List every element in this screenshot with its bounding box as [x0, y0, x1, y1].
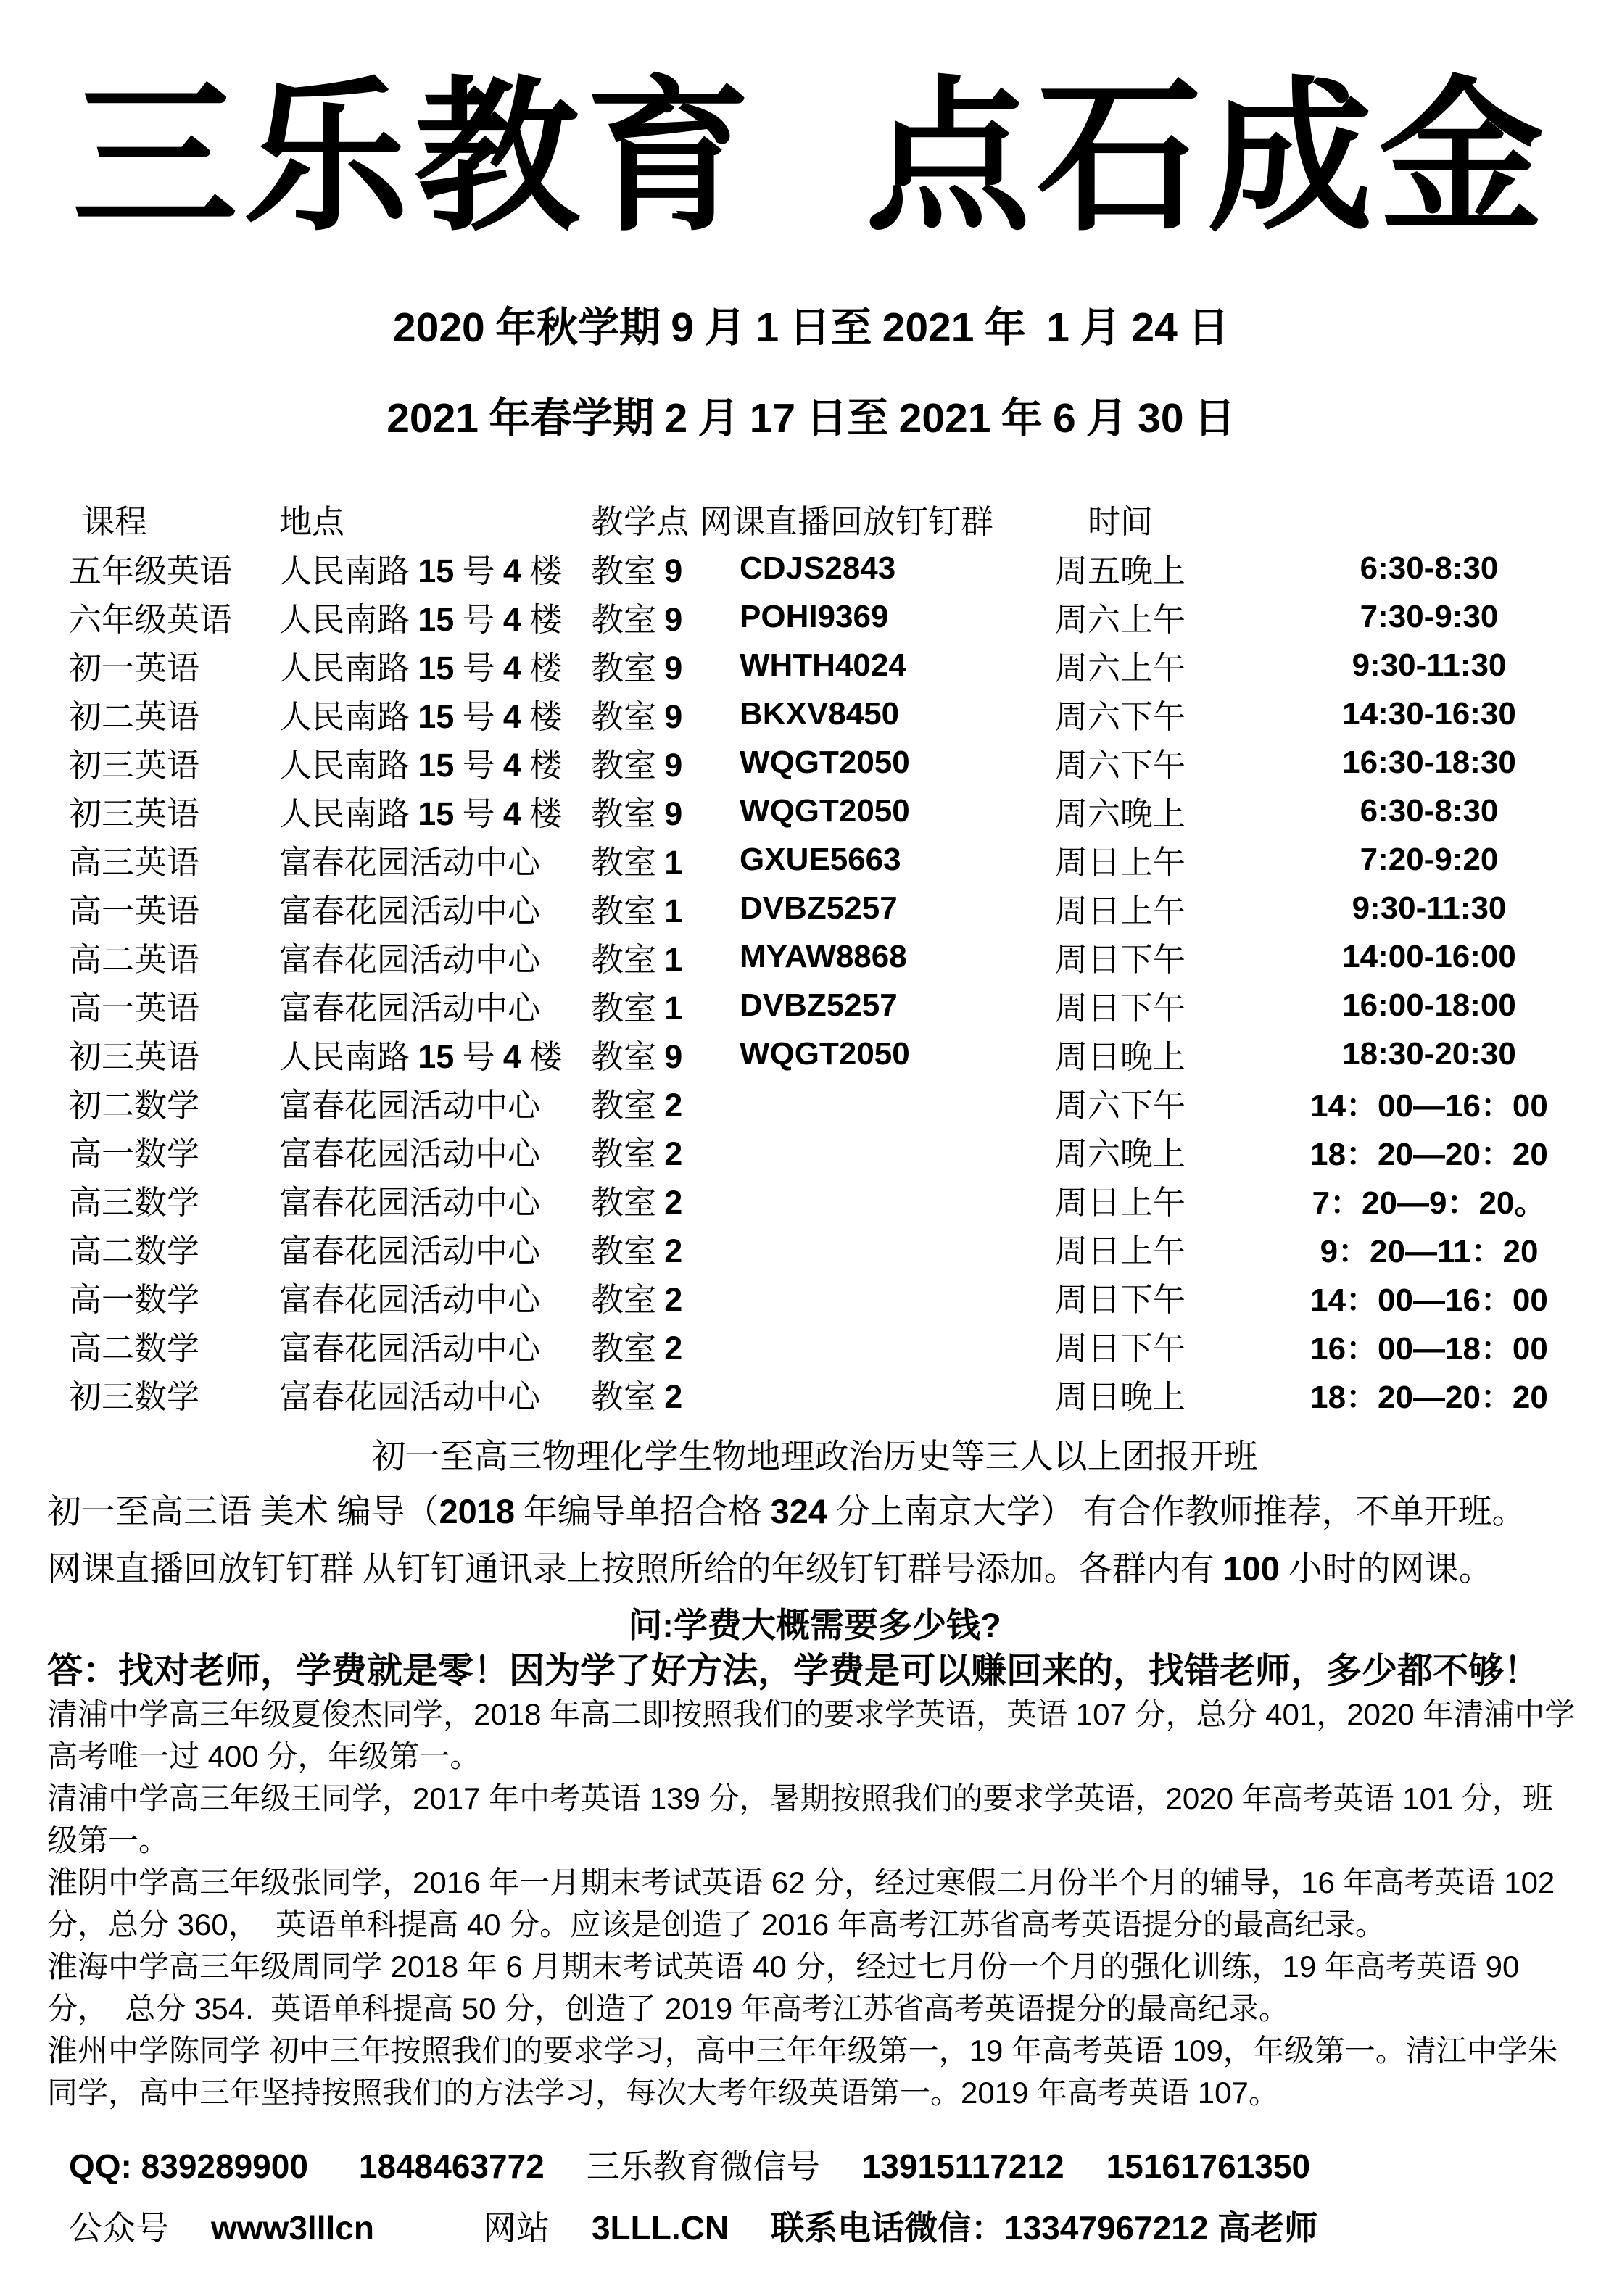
cell-location: 富春花园活动中心	[279, 1379, 541, 1415]
cell-day: 周日上午	[1055, 845, 1186, 881]
testimonial-paragraph: 清浦中学高三年级王同学，2017 年中考英语 139 分，暑期按照我们的要求学英语，2020 年高考英语 101 分，班级第一。	[47, 1781, 1554, 1857]
contact-segment: QQ: 839289900	[69, 2147, 308, 2185]
cell-classroom: 教室 2	[591, 1281, 683, 1318]
contact-segment: www3lllcn	[211, 2209, 374, 2247]
dingtalk-howto-note: 网课直播回放钉钉群 从钉钉通讯录上按照所给的年级钉钉群号添加。各群内有 100 小时的网课。	[47, 1549, 1493, 1588]
cell-course: 高二数学	[69, 1330, 200, 1367]
cell-classroom: 教室 2	[591, 1378, 683, 1415]
cell-classroom: 教室 9	[591, 747, 683, 784]
cell-time: 16:30-18:30	[1342, 744, 1516, 780]
cell-course: 高一数学	[69, 1282, 200, 1318]
qa-answer: 答：找对老师，学费就是零！因为学了好方法，学费是可以赚回来的，找错老师，多少都不够！	[47, 1651, 1540, 1691]
cell-location: 富春花园活动中心	[279, 1330, 541, 1367]
schedule-row	[69, 932, 1586, 981]
cell-location: 富春花园活动中心	[279, 942, 541, 978]
cell-course: 高一英语	[69, 893, 200, 929]
cell-day: 周日晚上	[1055, 1039, 1186, 1075]
cell-location: 人民南路 15 号 4 楼	[279, 552, 563, 589]
cell-course: 五年级英语	[69, 553, 233, 589]
cell-time: 18：20—20：20	[1310, 1379, 1548, 1415]
qa-question: 问:学费大概需要多少钱?	[628, 1606, 1001, 1644]
art-media-note: 初一至高三语 美术 编导（2018 年编导单招合格 324 分上南京大学） 有合作教师推荐，不单开班。	[47, 1492, 1526, 1531]
contact-segment: 网站	[482, 2210, 550, 2247]
cell-location: 富春花园活动中心	[279, 845, 541, 881]
page-title	[0, 51, 1622, 268]
fall-semester-dates: 2020 年秋学期 9 月 1 日至 2021 年 1 月 24 日	[392, 304, 1230, 351]
cell-time: 14:00-16:00	[1342, 938, 1516, 974]
cell-course: 初三英语	[69, 796, 200, 832]
cell-time: 16：00—18：00	[1310, 1330, 1548, 1367]
contact-line-web-phone	[69, 2197, 1582, 2259]
cell-course: 高一英语	[69, 990, 200, 1027]
cell-location: 人民南路 15 号 4 楼	[279, 650, 563, 687]
schedule-row	[69, 689, 1586, 738]
schedule-table	[69, 493, 1586, 1418]
contact-segment: 13915117212	[861, 2147, 1064, 2185]
semester-dates	[0, 283, 1622, 464]
cell-dingtalk-code: GXUE5663	[740, 841, 901, 877]
schedule-row	[69, 738, 1586, 787]
testimonial-paragraph: 清浦中学高三年级夏俊杰同学，2018 年高二即按照我们的要求学英语，英语 107 分，总分 401，2020 年清浦中学高考唯一过 400 分，年级第一。	[47, 1697, 1576, 1773]
cell-classroom: 教室 9	[591, 795, 683, 832]
cell-day: 周日晚上	[1055, 1379, 1186, 1415]
cell-course: 初二数学	[69, 1087, 200, 1124]
cell-classroom: 教室 9	[591, 552, 683, 589]
cell-classroom: 教室 9	[591, 1038, 683, 1075]
testimonial-paragraph: 淮州中学陈同学 初中三年按照我们的要求学习，高中三年年级第一，19 年高考英语 109，年级第一。清江中学朱同学，高中三年坚持按照我们的方法学习，每次大考年级英语第一。2019 年高考英语 107。	[47, 2034, 1558, 2110]
cell-dingtalk-code: WQGT2050	[740, 792, 910, 829]
cell-day: 周六上午	[1055, 602, 1186, 638]
schedule-row	[69, 1272, 1586, 1321]
cell-time: 7:30-9:30	[1360, 598, 1499, 634]
contact-segment: 1848463772	[358, 2147, 545, 2185]
cell-course: 高二数学	[69, 1233, 200, 1269]
testimonial-paragraph: 淮阴中学高三年级张同学，2016 年一月期末考试英语 62 分，经过寒假二月份半个月的辅导，16 年高考英语 102 分，总分 360， 英语单科提高 40 分。应该是创造了 2016 年高考江苏省高考英语提分的最高纪录。	[47, 1865, 1563, 1941]
schedule-row	[69, 1224, 1586, 1272]
cell-course: 初三数学	[69, 1379, 200, 1415]
cell-location: 人民南路 15 号 4 楼	[279, 698, 563, 735]
schedule-row	[69, 641, 1586, 689]
cell-day: 周六下午	[1055, 747, 1186, 784]
cell-location: 富春花园活动中心	[279, 893, 541, 929]
contact-segment: 联系电话微信：13347967212 高老师	[771, 2209, 1318, 2247]
schedule-row	[69, 1369, 1586, 1418]
cell-classroom: 教室 2	[591, 1087, 683, 1124]
cell-course: 六年级英语	[69, 602, 233, 638]
cell-day: 周六晚上	[1055, 796, 1186, 832]
cell-day: 周日下午	[1055, 1282, 1186, 1318]
cell-day: 周日下午	[1055, 942, 1186, 978]
cell-location: 富春花园活动中心	[279, 1136, 541, 1172]
header-location: 地点	[279, 503, 345, 540]
cell-day: 周六下午	[1055, 699, 1186, 735]
spring-semester-dates: 2021 年春学期 2 月 17 日至 2021 年 6 月 30 日	[386, 395, 1236, 442]
cell-course: 高三数学	[69, 1185, 200, 1221]
cell-dingtalk-code: POHI9369	[740, 598, 889, 634]
cell-classroom: 教室 9	[591, 698, 683, 735]
cell-location: 人民南路 15 号 4 楼	[279, 601, 563, 638]
cell-course: 初一英语	[69, 650, 200, 687]
cell-location: 富春花园活动中心	[279, 990, 541, 1027]
schedule-row	[69, 835, 1586, 884]
title-right: 点石成金	[865, 68, 1550, 251]
schedule-row	[69, 544, 1586, 592]
contact-segment: 三乐教育微信号	[586, 2148, 820, 2185]
cell-course: 高一数学	[69, 1136, 200, 1172]
cell-time: 9:30-11:30	[1352, 890, 1507, 926]
cell-dingtalk-code: WHTH4024	[740, 647, 906, 683]
cell-location: 富春花园活动中心	[279, 1282, 541, 1318]
cell-time: 9：20—11：20	[1320, 1233, 1539, 1269]
cell-time: 6:30-8:30	[1360, 550, 1499, 586]
cell-course: 高二英语	[69, 942, 200, 978]
cell-time: 7:20-9:20	[1360, 841, 1499, 877]
testimonial-list	[47, 1694, 1582, 2114]
cell-day: 周六下午	[1055, 1087, 1186, 1124]
contact-segment: 3LLL.CN	[591, 2209, 729, 2247]
cell-day: 周六晚上	[1055, 1136, 1186, 1172]
schedule-row	[69, 981, 1586, 1029]
cell-classroom: 教室 9	[591, 601, 683, 638]
schedule-row	[69, 884, 1586, 932]
cell-classroom: 教室 2	[591, 1330, 683, 1367]
header-classroom: 教学点	[591, 503, 690, 540]
cell-classroom: 教室 1	[591, 844, 683, 881]
cell-day: 周日上午	[1055, 1185, 1186, 1221]
cell-location: 富春花园活动中心	[279, 1087, 541, 1124]
contact-segment: 公众号	[69, 2210, 169, 2247]
cell-dingtalk-code: MYAW8868	[740, 938, 907, 974]
schedule-body	[69, 544, 1586, 1418]
schedule-header-row	[69, 493, 1586, 544]
schedule-row	[69, 1078, 1586, 1127]
cell-classroom: 教室 2	[591, 1232, 683, 1269]
cell-time: 14：00—16：00	[1310, 1282, 1548, 1318]
title-left: 三乐教育	[72, 68, 757, 251]
cell-time: 7：20—9：20。	[1312, 1185, 1547, 1221]
contact-line-qq-wechat	[69, 2136, 1582, 2197]
cell-dingtalk-code: DVBZ5257	[740, 890, 898, 926]
cell-day: 周日上午	[1055, 893, 1186, 929]
cell-dingtalk-code: WQGT2050	[740, 744, 910, 780]
cell-location: 富春花园活动中心	[279, 1233, 541, 1269]
cell-location: 富春花园活动中心	[279, 1185, 541, 1221]
cell-course: 初二英语	[69, 699, 200, 735]
cell-time: 6:30-8:30	[1360, 792, 1499, 829]
cell-dingtalk-code: CDJS2843	[740, 550, 896, 586]
cell-time: 18:30-20:30	[1342, 1035, 1516, 1072]
cell-location: 人民南路 15 号 4 楼	[279, 1038, 563, 1075]
cell-day: 周五晚上	[1055, 553, 1186, 589]
cell-course: 初三英语	[69, 747, 200, 784]
cell-classroom: 教室 1	[591, 941, 683, 978]
schedule-row	[69, 787, 1586, 835]
cell-day: 周日下午	[1055, 1330, 1186, 1367]
cell-course: 初三英语	[69, 1039, 200, 1075]
cell-dingtalk-code: WQGT2050	[740, 1035, 910, 1072]
cell-dingtalk-code: BKXV8450	[740, 695, 900, 732]
cell-time: 16:00-18:00	[1342, 987, 1516, 1023]
header-dingtalk-group: 网课直播回放钉钉群	[700, 503, 994, 540]
schedule-row	[69, 1029, 1586, 1078]
cell-classroom: 教室 1	[591, 892, 683, 929]
testimonial-paragraph: 淮海中学高三年级周同学 2018 年 6 月期末考试英语 40 分，经过七月份一个月的强化训练，19 年高考英语 90 分， 总分 354. 英语单科提高 50 分，创造了 2019 年高考江苏省高考英语提分的最高纪录。	[47, 1949, 1528, 2026]
cell-time: 14:30-16:30	[1342, 695, 1516, 732]
schedule-row	[69, 1127, 1586, 1175]
cell-location: 人民南路 15 号 4 楼	[279, 747, 563, 784]
cell-dingtalk-code: DVBZ5257	[740, 987, 898, 1023]
cell-day: 周六上午	[1055, 650, 1186, 687]
contact-section	[69, 2136, 1582, 2259]
contact-segment: 15161761350	[1106, 2147, 1311, 2185]
cell-day: 周日下午	[1055, 990, 1186, 1027]
group-enroll-note: 初一至高三物理化学生物地理政治历史等三人以上团报开班	[371, 1438, 1258, 1476]
cell-time: 14：00—16：00	[1310, 1087, 1548, 1124]
schedule-row	[69, 1175, 1586, 1224]
header-time: 时间	[1088, 503, 1154, 540]
cell-classroom: 教室 9	[591, 650, 683, 687]
schedule-row	[69, 1321, 1586, 1369]
cell-time: 18：20—20：20	[1310, 1136, 1548, 1172]
qa-section	[47, 1602, 1582, 2114]
cell-location: 人民南路 15 号 4 楼	[279, 795, 563, 832]
cell-classroom: 教室 1	[591, 990, 683, 1027]
header-course: 课程	[82, 503, 148, 540]
cell-classroom: 教室 2	[591, 1184, 683, 1221]
cell-classroom: 教室 2	[591, 1135, 683, 1172]
cell-course: 高三英语	[69, 845, 200, 881]
cell-day: 周日上午	[1055, 1233, 1186, 1269]
schedule-row	[69, 592, 1586, 641]
cell-time: 9:30-11:30	[1352, 647, 1507, 683]
